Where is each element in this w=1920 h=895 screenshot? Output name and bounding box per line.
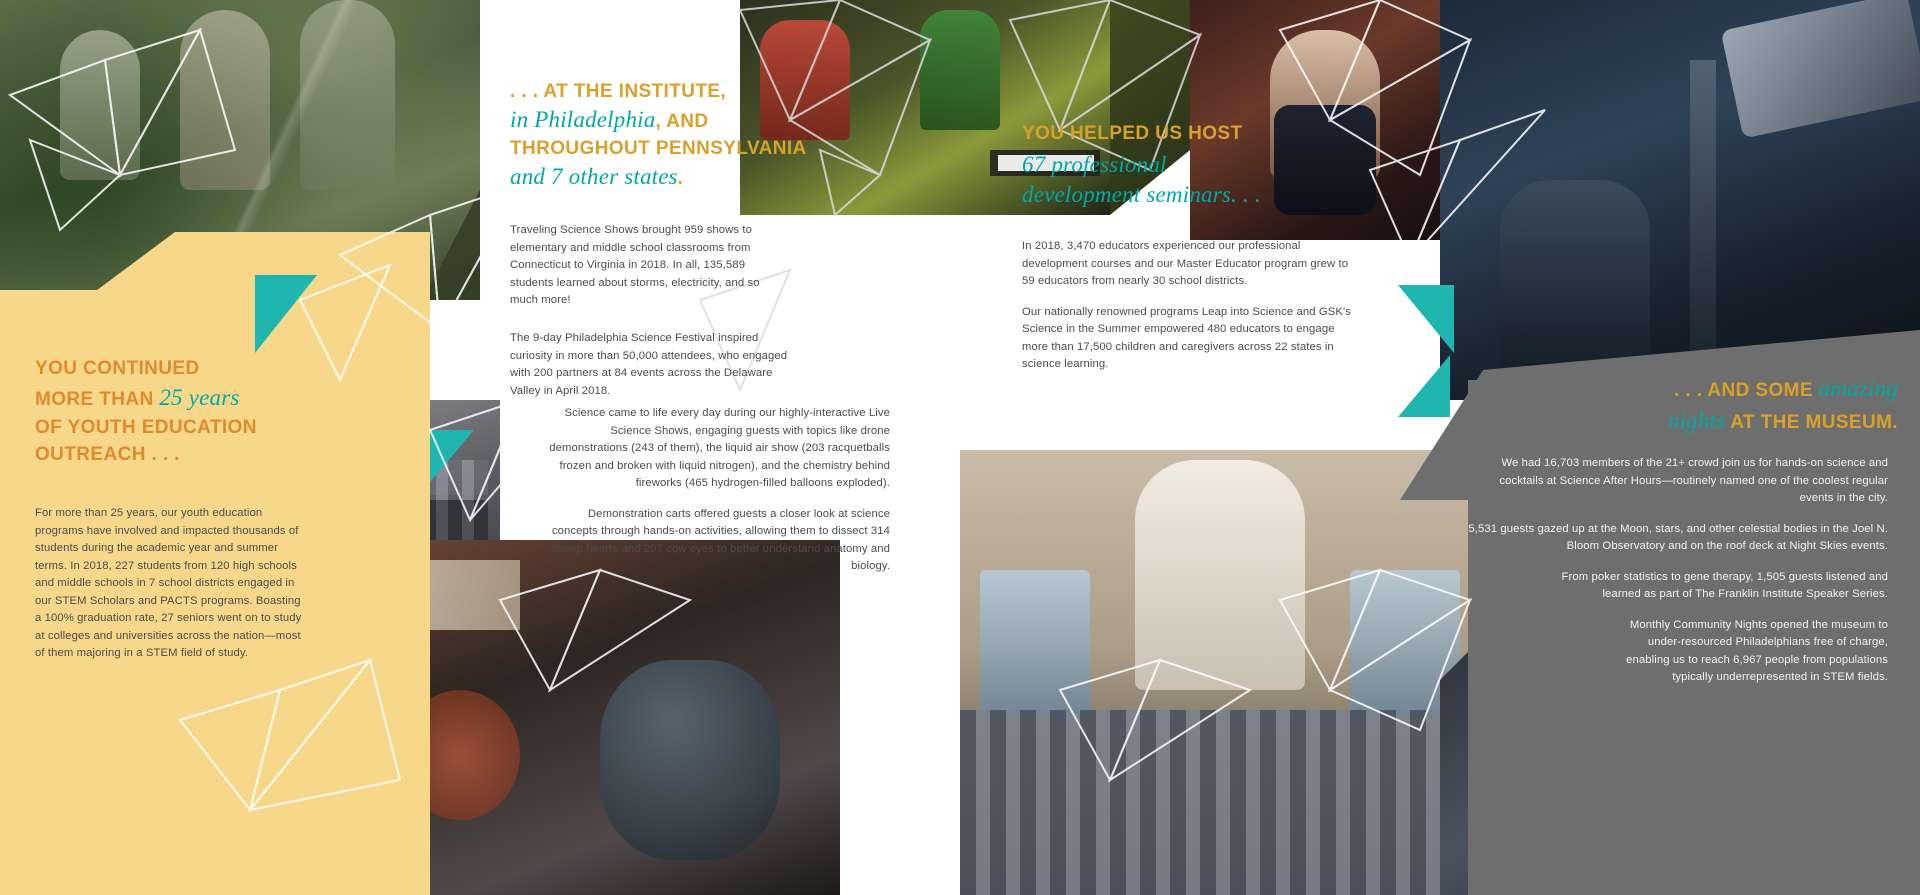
youth-outreach-heading-line2-pre: MORE THAN [35,389,160,411]
institute-heading-line3: THROUGHOUT PENNSYLVANIA [510,138,807,160]
museum-nights-paragraph-2: 5,531 guests gazed up at the Moon, stars, and other celestial bodies in the Joel N. Bloom Observatory and on the roof deck at Night Skies events. [1468,522,1888,552]
youth-outreach-heading-line2-script: 25 years [159,385,240,411]
institute-heading-line1: . . . AT THE INSTITUTE, [510,81,727,102]
museum-nights-heading-line1-script: amazing [1818,376,1898,401]
institute-paragraph-4: Demonstration carts offered guests a closer look at science concepts through hands-on activities, allowing them to dissect 314 sheep hearts and 207 cow eyes to better understand anatomy and biology. [551,507,890,572]
seminars-heading-line3-script: development seminars [1022,182,1232,208]
teal-triangle-right-2 [1398,355,1450,417]
institute-paragraph-3: Science came to life every day during our highly-interactive Live Science Shows, engaging guests with topics like drone demonstrations (243 of them), the liquid air show (203 racquetballs frozen and broken with liquid nitrogen), and the chemistry behind fireworks (465 hydrogen-filled balloons exploded). [549,407,890,489]
youth-outreach-heading-line4: OUTREACH . . . [35,444,180,466]
teal-triangle-left [255,275,317,353]
institute-paragraph-1: Traveling Science Shows brought 959 shows to elementary and middle school classrooms from Connecticut to Virginia in 2018. In all, 135,589 students learned about storms, electricity, and so much more! [510,224,760,306]
museum-nights-heading [1468,375,1898,435]
museum-nights-heading-line1-pre: . . . AND SOME [1674,380,1819,401]
institute-heading-line4-post: . [677,168,684,190]
institute-paragraph-2: The 9-day Philadelphia Science Festival inspired curiosity in more than 50,000 attendees, who engaged with 200 partners at 84 events across the Delaware Valley in April 2018. [510,332,788,397]
institute-body-bottom [530,405,890,589]
youth-outreach-body [35,505,307,676]
museum-nights-paragraph-4: Monthly Community Nights opened the museum to under-resourced Philadelphians free of charge, enabling us to reach 6,967 people from populations typically underrepresented in STEM fields. [1626,618,1888,683]
institute-heading-line2-script: in Philadelphia [510,107,656,133]
seminars-body [1022,238,1357,387]
museum-nights-heading-line2-script: nights [1667,408,1726,434]
youth-outreach-heading [35,357,325,467]
teal-triangle-right [1398,285,1454,353]
institute-heading-line2-post: , AND [655,111,709,133]
seminars-paragraph-1: In 2018, 3,470 educators experienced our professional development courses and our Master Educator program grew to 59 educators from nearly 30 school districts. [1022,240,1349,287]
seminars-heading [1022,122,1362,209]
museum-nights-body [1468,455,1888,700]
seminars-heading-line2-script: 67 professional [1022,152,1167,178]
seminars-heading-line1: YOU HELPED US HOST [1022,123,1243,144]
institute-heading-line4-script: and 7 other states [510,164,678,190]
youth-outreach-heading-line3: OF YOUTH EDUCATION [35,417,257,439]
teal-triangle-left-2 [430,430,474,482]
seminars-paragraph-2: Our nationally renowned programs Leap into Science and GSK's Science in the Summer empowered 480 educators to engage more than 17,500 children and caregivers across 22 states in science learning. [1022,305,1352,370]
museum-nights-heading-line2-post: AT THE MUSEUM. [1725,412,1898,434]
museum-nights-paragraph-1: We had 16,703 members of the 21+ crowd join us for hands-on science and cocktails at Science After Hours—routinely named one of the coolest regular events in the city. [1499,457,1888,504]
seminars-heading-line3-post: . . . [1231,182,1261,208]
institute-body-top [510,222,785,323]
institute-body-mid [510,330,792,413]
ben-franklin-statue-staff-photo [960,450,1480,895]
museum-nights-paragraph-3: From poker statistics to gene therapy, 1,505 guests listened and learned as part of The Franklin Institute Speaker Series. [1561,570,1888,600]
youth-outreach-heading-line1: YOU CONTINUED [35,358,200,379]
institute-heading [510,80,830,191]
youth-outreach-paragraph-1: For more than 25 years, our youth education programs have involved and impacted thousands of students during the academic year and summer terms. In 2018, 227 students from 120 high schools and middle schools in 7 school districts engaged in our STEM Scholars and PACTS programs. Boasting a 100% graduation rate, 27 seniors went on to study at colleges and universities across the nation—most of them majoring in a STEM field of study. [35,507,302,659]
